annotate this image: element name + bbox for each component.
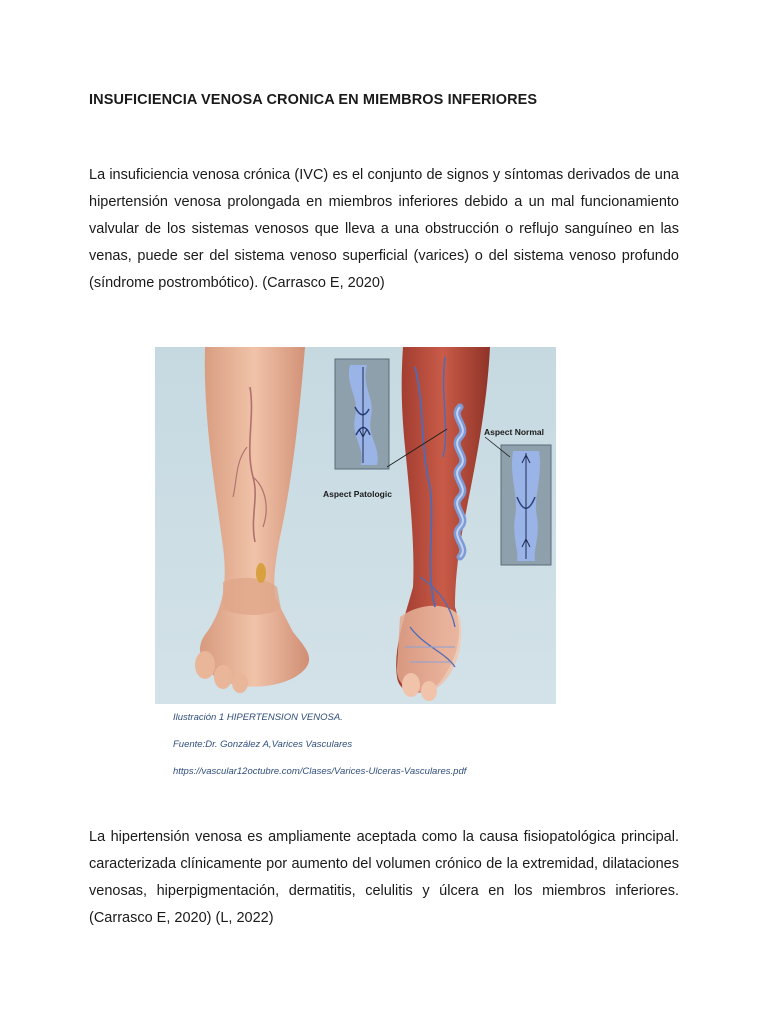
paragraph-intro: La insuficiencia venosa crónica (IVC) es el conjunto de signos y síntomas derivados de una hipertensión venosa prolongada en miembros inferiores debido a un mal funcionamiento valvular de los sistemas venosos que lleva a una obstrucción o reflujo sanguíneo en las venas, puede ser del sistema venoso superficial (varices) o del sistema venoso profundo (síndrome postrombótico). (Carrasco E, 2020) — [89, 167, 679, 291]
ulcer-spot — [256, 563, 266, 583]
document-title: INSUFICIENCIA VENOSA CRONICA EN MIEMBROS INFERIORES — [89, 92, 538, 108]
paragraph-pathophysiology: La hipertensión venosa es ampliamente aceptada como la causa fisiopatológica principal. caracterizada clínicamente por aumento del volumen crónico de la extremidad, dilataciones venosas, hiperpigmentación, dermatitis, celulitis y úlcera en los miembros inferiores. (Carrasco E, 2020) (L, 2022) — [89, 829, 679, 926]
venous-hypertension-illustration — [155, 347, 556, 704]
figure-source: Fuente:Dr. González A,Varices Vasculares — [173, 739, 353, 750]
pathologic-valve-inset — [335, 359, 389, 469]
normal-valve-inset — [501, 445, 551, 565]
figure-caption: Ilustración 1 HIPERTENSION VENOSA. — [173, 712, 343, 723]
figure-source-url: https://vascular12octubre.com/Clases/Varices-Ulceras-Vasculares.pdf — [173, 766, 467, 777]
label-aspect-normal: Aspect Normal — [484, 427, 544, 437]
label-aspect-patologic: Aspect Patologic — [323, 489, 392, 499]
